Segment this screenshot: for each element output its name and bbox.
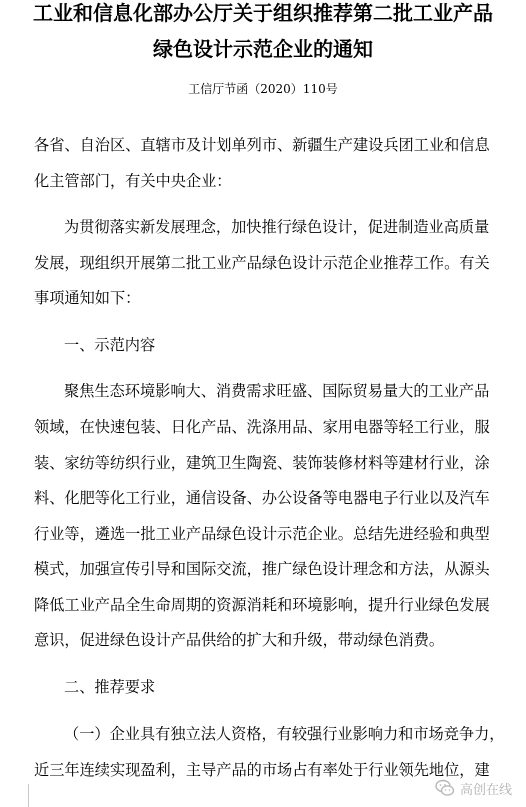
- section-1-heading: 一、示范内容: [64, 336, 156, 354]
- notice-title-line-1: 工业和信息化部办公厅关于组织推荐第二批工业产品: [33, 1, 493, 25]
- wechat-icon: [435, 778, 455, 798]
- section-1-line-4: 料、化肥等化工行业，通信设备、办公设备等电器电子行业以及汽车: [34, 489, 490, 507]
- section-1-line-3: 装、家纺等纺织行业，建筑卫生陶瓷、装饰装修材料等建材行业，涂: [34, 454, 490, 472]
- section-1-line-1: 聚焦生态环境影响大、消费需求旺盛、国际贸易量大的工业产品: [64, 382, 490, 400]
- section-1-line-5: 行业等，遴选一批工业产品绿色设计示范企业。总结先进经验和典型: [34, 525, 490, 543]
- page-margin-rule: [28, 784, 29, 807]
- section-2-line-1: （一）企业具有独立法人资格，有较强行业影响力和市场竞争力，: [64, 725, 505, 743]
- section-1-line-6: 模式，加强宣传引导和国际交流，推广绿色设计理念和方法，从源头: [34, 560, 490, 578]
- section-2-heading: 二、推荐要求: [64, 678, 156, 696]
- intro-line-3: 事项通知如下：: [34, 289, 141, 307]
- addressee-line-2: 化主管部门，有关中央企业：: [34, 172, 232, 190]
- intro-line-1: 为贯彻落实新发展理念，加快推行绿色设计，促进制造业高质量: [64, 218, 490, 236]
- section-1-line-2: 领域，在快速包装、日化产品、洗涤用品、家用电器等轻工行业，服: [34, 418, 490, 436]
- intro-line-2: 发展，现组织开展第二批工业产品绿色设计示范企业推荐工作。有关: [34, 254, 490, 272]
- section-2-line-2: 近三年连续实现盈利，主导产品的市场占有率处于行业领先地位，建: [34, 761, 490, 779]
- document-number: 工信厅节函（2020）110号: [188, 82, 338, 96]
- watermark-text: 高创在线: [459, 782, 512, 798]
- section-1-line-7: 降低工业产品全生命周期的资源消耗和环境影响，提升行业绿色发展: [34, 596, 490, 614]
- watermark: [435, 777, 512, 799]
- notice-title-line-2: 绿色设计示范企业的通知: [153, 37, 373, 61]
- section-1-line-8: 意识，促进绿色设计产品供给的扩大和升级，带动绿色消费。: [34, 631, 445, 649]
- addressee-line-1: 各省、自治区、直辖市及计划单列市、新疆生产建设兵团工业和信息: [34, 136, 490, 154]
